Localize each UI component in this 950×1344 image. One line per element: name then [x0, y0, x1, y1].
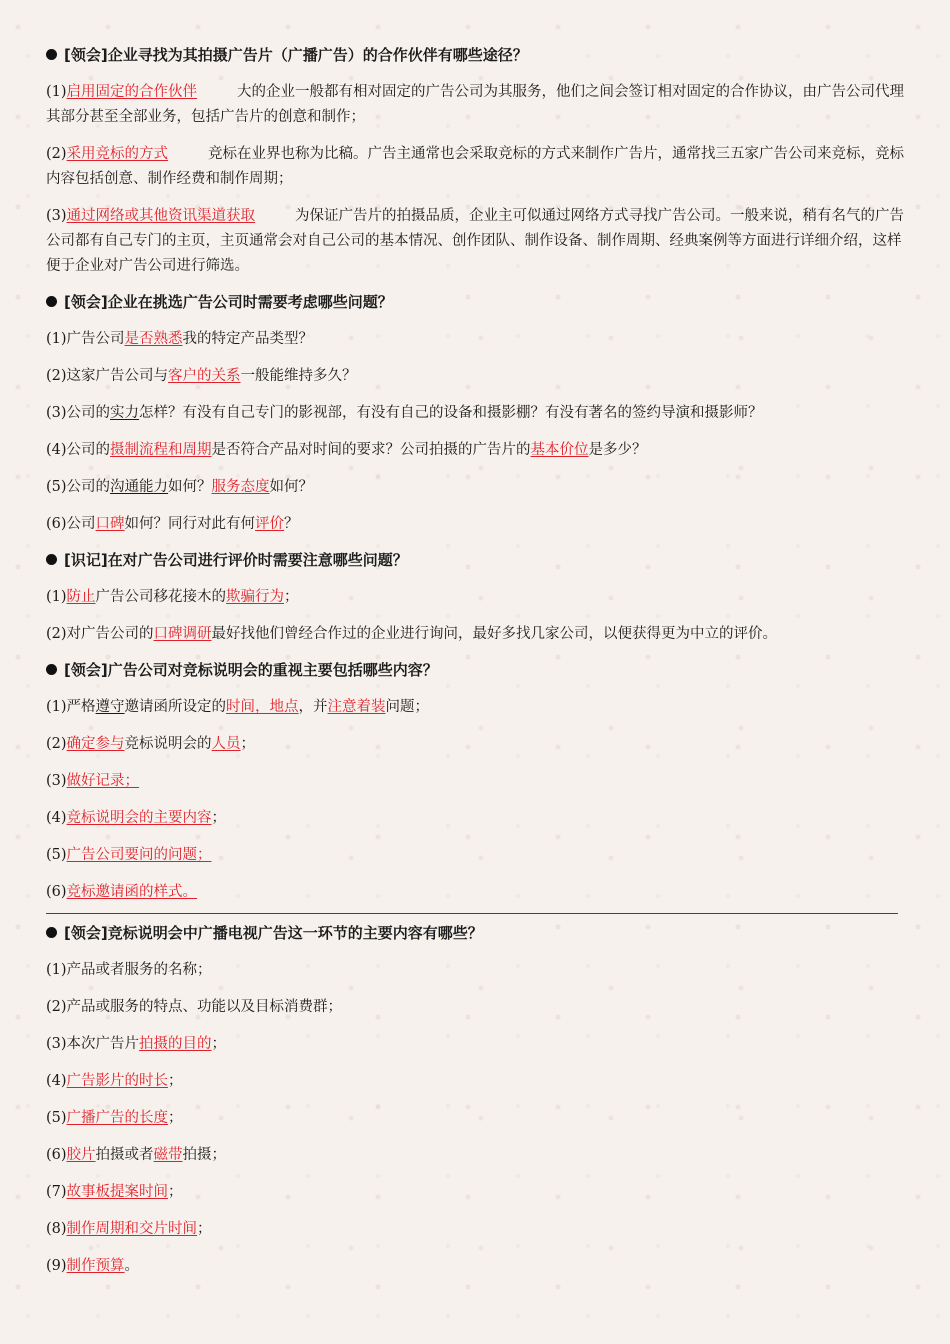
list-item: (4)竞标说明会的主要内容；	[46, 810, 227, 826]
list-item: (2)产品或服务的特点、功能以及目标消费群；	[46, 999, 343, 1015]
bullet-icon	[46, 927, 57, 938]
list-item: (2)确定参与竞标说明会的人员；	[46, 736, 256, 752]
question-heading: [领会]企业寻找为其拍摄广告片（广播广告）的合作伙伴有哪些途径？	[46, 44, 906, 66]
bullet-icon	[46, 554, 57, 565]
list-item: (2)采用竞标的方式 竞标在业界也称为比稿。广告主通常也会采取竞标的方式来制作广告片，通常找三五家广告公司来竞标，竞标内容包括创意、制作经费和制作周期；	[46, 146, 905, 187]
list-item: (3)公司的实力怎样？有没有自己专门的影视部，有没有自己的设备和摄影棚？有没有著名的签约导演和摄影师？	[46, 405, 763, 421]
list-item: (6)公司口碑如何？同行对此有何评价？	[46, 516, 299, 532]
list-item: (6)胶片拍摄或者磁带拍摄；	[46, 1147, 227, 1163]
list-item: (2)这家广告公司与客户的关系一般能维持多久？	[46, 368, 357, 384]
list-item: (2)对广告公司的口碑调研最好找他们曾经合作过的企业进行询问，最好多找几家公司，以便获得更为中立的评价。	[46, 626, 778, 642]
list-item: (1)严格遵守邀请函所设定的时间，地点，并注意着装问题；	[46, 699, 430, 715]
list-item: (3)通过网络或其他资讯渠道获取 为保证广告片的拍摄品质，企业主可似通过网络方式寻找广告公司。一般来说，稍有名气的广告公司都有自己专门的主页，主页通常会对自己公司的基本情况、创作团队、制作设备、制作周期、经典案例等方面进行详细介绍，这样便于企业对广告公司进行筛选。	[46, 208, 905, 274]
list-item: (1)启用固定的合作伙伴 大的企业一般都有相对固定的广告公司为其服务，他们之间会签订相对固定的合作协议，由广告公司代理其部分甚至全部业务，包括广告片的创意和制作；	[46, 84, 905, 125]
list-item: (4)广告影片的时长；	[46, 1073, 183, 1089]
list-item: (4)公司的摄制流程和周期是否符合产品对时间的要求？公司拍摄的广告片的基本价位是多少？	[46, 442, 647, 458]
list-item: (3)做好记录；	[46, 773, 140, 789]
list-item: (1)广告公司是否熟悉我的特定产品类型？	[46, 331, 314, 347]
list-item: (5)公司的沟通能力如何？服务态度如何？	[46, 479, 314, 495]
question-heading: [领会]企业在挑选广告公司时需要考虑哪些问题？	[46, 291, 906, 313]
question-heading: [领会]广告公司对竞标说明会的重视主要包括哪些内容？	[46, 659, 906, 681]
list-item: (5)广告公司要问的问题；	[46, 847, 212, 863]
bullet-icon	[46, 664, 57, 675]
list-item: (3)本次广告片拍摄的目的；	[46, 1036, 227, 1052]
list-item: (1)产品或者服务的名称；	[46, 962, 212, 978]
list-item: (7)故事板提案时间；	[46, 1184, 183, 1200]
list-item: (6)竞标邀请函的样式。	[46, 884, 198, 900]
list-item: (9)制作预算。	[46, 1258, 140, 1274]
bullet-icon	[46, 49, 57, 60]
list-item: (8)制作周期和交片时间；	[46, 1221, 212, 1237]
list-item: (5)广播广告的长度；	[46, 1110, 183, 1126]
section-divider	[46, 913, 898, 914]
bullet-icon	[46, 296, 57, 307]
question-heading: [识记]在对广告公司进行评价时需要注意哪些问题？	[46, 549, 906, 571]
list-item: (1)防止广告公司移花接木的欺骗行为；	[46, 589, 299, 605]
question-heading: [领会]竞标说明会中广播电视广告这一环节的主要内容有哪些？	[46, 922, 906, 944]
